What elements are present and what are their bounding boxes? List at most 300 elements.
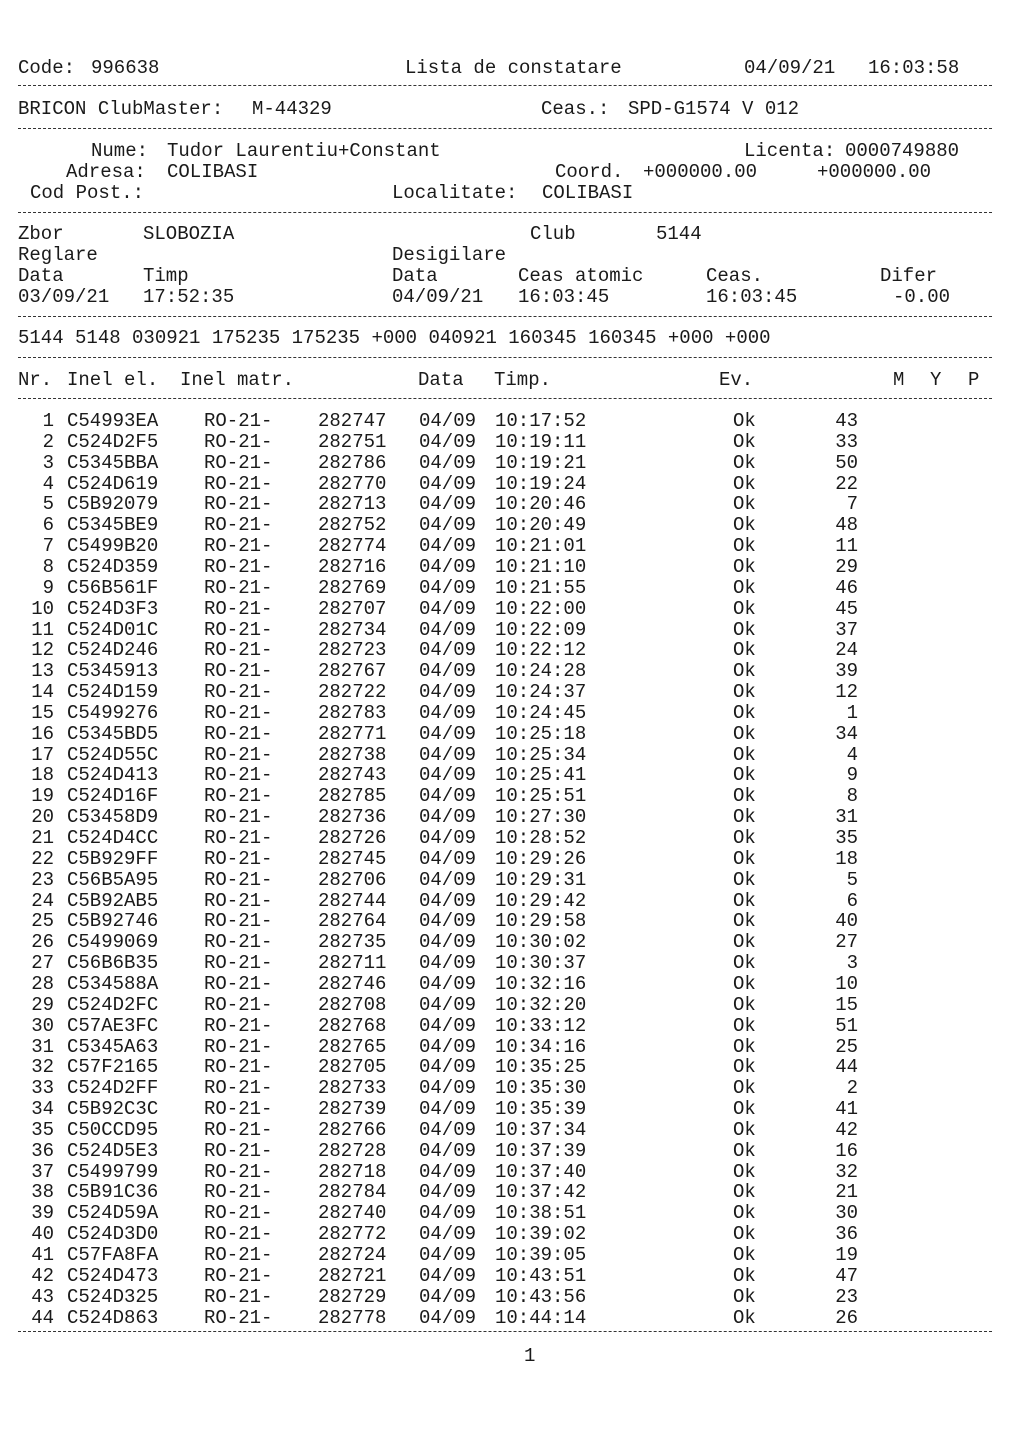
- postal-code-label: Cod Post.:: [30, 182, 145, 204]
- row-number: 27: [31, 952, 54, 975]
- arrival-time: 10:34:16: [495, 1035, 587, 1058]
- position: 42: [835, 1118, 858, 1141]
- code-label: Code:: [18, 57, 76, 79]
- row-number: 16: [31, 722, 54, 745]
- arrival-date: 04/09: [419, 1035, 477, 1058]
- row-number: 36: [31, 1139, 54, 1162]
- table-row: [0, 1161, 1024, 1183]
- arrival-time: 10:21:01: [495, 535, 587, 558]
- electronic-ring: C5499799: [67, 1160, 159, 1183]
- ring-number: 282743: [318, 764, 387, 787]
- table-row: [0, 535, 1024, 557]
- ring-prefix: RO-21-: [204, 535, 273, 558]
- row-number: 20: [31, 806, 54, 829]
- unsealing-label: Desigilare: [392, 244, 507, 266]
- position: 11: [835, 535, 858, 558]
- ring-prefix: RO-21-: [204, 597, 273, 620]
- row-number: 28: [31, 972, 54, 995]
- arrival-time: 10:33:12: [495, 1014, 587, 1037]
- position: 2: [846, 1077, 858, 1100]
- arrival-time: 10:25:41: [495, 764, 587, 787]
- arrival-time: 10:35:39: [495, 1098, 587, 1121]
- row-number: 41: [31, 1244, 54, 1266]
- clock-label: Ceas.:: [541, 98, 610, 120]
- arrival-time: 10:43:51: [495, 1264, 587, 1287]
- arrival-date: 04/09: [419, 1264, 477, 1287]
- separator: [18, 316, 992, 317]
- electronic-ring: C5B92079: [67, 493, 159, 516]
- position: 8: [846, 785, 858, 808]
- ring-prefix: RO-21-: [204, 1202, 273, 1225]
- table-row: [0, 744, 1024, 766]
- ring-number: 282764: [318, 910, 387, 933]
- row-number: 21: [31, 827, 54, 849]
- electronic-ring: C54993EA: [67, 410, 159, 432]
- table-row: [0, 473, 1024, 495]
- ring-number: 282752: [318, 514, 387, 537]
- arrival-date: 04/09: [419, 764, 477, 787]
- event-status: Ok: [733, 1306, 756, 1329]
- position: 27: [835, 931, 858, 954]
- position: 26: [835, 1306, 858, 1329]
- electronic-ring: C524D16F: [67, 785, 159, 808]
- table-row: [0, 1119, 1024, 1141]
- arrival-date: 04/09: [419, 1306, 477, 1329]
- ring-prefix: RO-21-: [204, 889, 273, 912]
- event-status: Ok: [733, 1285, 756, 1308]
- electronic-ring: C5499276: [67, 701, 159, 724]
- ring-number: 282723: [318, 639, 387, 662]
- table-row: [0, 1140, 1024, 1162]
- arrival-date: 04/09: [419, 1139, 477, 1162]
- separator: [18, 398, 992, 399]
- position: 9: [846, 764, 858, 787]
- ring-number: 282774: [318, 535, 387, 558]
- clock-time-label: Ceas.: [706, 265, 764, 287]
- unsealing-date: 04/09/21: [392, 286, 484, 308]
- license-label: Licenta:: [744, 140, 836, 162]
- arrival-time: 10:37:34: [495, 1118, 587, 1141]
- arrival-time: 10:29:58: [495, 910, 587, 933]
- difference-label: Difer: [880, 265, 938, 287]
- arrival-time: 10:22:00: [495, 597, 587, 620]
- arrival-date: 04/09: [419, 576, 477, 599]
- electronic-ring: C5B92746: [67, 910, 159, 933]
- position: 21: [835, 1181, 858, 1204]
- ring-number: 282734: [318, 618, 387, 641]
- arrival-date: 04/09: [419, 889, 477, 912]
- ring-prefix: RO-21-: [204, 1306, 273, 1329]
- position: 1: [846, 701, 858, 724]
- table-row: [0, 1098, 1024, 1120]
- electronic-ring: C5345BBA: [67, 451, 159, 474]
- table-row: [0, 619, 1024, 641]
- ring-number: 282771: [318, 722, 387, 745]
- electronic-ring: C5B91C36: [67, 1181, 159, 1204]
- arrival-time: 10:37:42: [495, 1181, 587, 1204]
- ring-number: 282722: [318, 681, 387, 704]
- arrival-time: 10:17:52: [495, 410, 587, 432]
- arrival-time: 10:24:45: [495, 701, 587, 724]
- table-row: [0, 1202, 1024, 1224]
- print-time: 16:03:58: [868, 57, 960, 79]
- position: 30: [835, 1202, 858, 1225]
- position: 4: [846, 743, 858, 766]
- arrival-time: 10:29:42: [495, 889, 587, 912]
- electronic-ring: C5345BE9: [67, 514, 159, 537]
- table-row: [0, 973, 1024, 995]
- atomic-clock-time: 16:03:45: [518, 286, 610, 308]
- ring-number: 282705: [318, 1056, 387, 1079]
- license-number: 0000749880: [845, 140, 960, 162]
- table-row: [0, 639, 1024, 661]
- row-number: 37: [31, 1160, 54, 1183]
- ring-number: 282711: [318, 952, 387, 975]
- ring-prefix: RO-21-: [204, 1160, 273, 1183]
- electronic-ring: C5345BD5: [67, 722, 159, 745]
- event-status: Ok: [733, 701, 756, 724]
- electronic-ring: C524D59A: [67, 1202, 159, 1225]
- arrival-time: 10:25:34: [495, 743, 587, 766]
- electronic-ring: C524D359: [67, 555, 159, 578]
- event-status: Ok: [733, 555, 756, 578]
- ring-prefix: RO-21-: [204, 743, 273, 766]
- ring-number: 282707: [318, 597, 387, 620]
- event-status: Ok: [733, 910, 756, 933]
- event-status: Ok: [733, 410, 756, 432]
- row-number: 8: [42, 555, 54, 578]
- arrival-time: 10:38:51: [495, 1202, 587, 1225]
- arrival-time: 10:20:46: [495, 493, 587, 516]
- address-label: Adresa:: [66, 161, 146, 183]
- electronic-ring: C5499B20: [67, 535, 159, 558]
- position: 33: [835, 430, 858, 453]
- flight-label: Zbor: [18, 223, 64, 245]
- event-status: Ok: [733, 1264, 756, 1287]
- position: 40: [835, 910, 858, 933]
- event-status: Ok: [733, 576, 756, 599]
- row-number: 34: [31, 1098, 54, 1121]
- event-status: Ok: [733, 1139, 756, 1162]
- arrival-time: 10:35:30: [495, 1077, 587, 1100]
- electronic-ring: C524D3D0: [67, 1223, 159, 1246]
- position: 31: [835, 806, 858, 829]
- electronic-ring: C524D246: [67, 639, 159, 662]
- position: 19: [835, 1244, 858, 1266]
- electronic-ring: C524D473: [67, 1264, 159, 1287]
- device-label: BRICON ClubMaster:: [18, 98, 224, 120]
- event-status: Ok: [733, 1160, 756, 1183]
- row-number: 1: [42, 410, 54, 432]
- table-row: [0, 723, 1024, 745]
- event-status: Ok: [733, 1035, 756, 1058]
- arrival-time: 10:35:25: [495, 1056, 587, 1079]
- electronic-ring: C524D4CC: [67, 827, 159, 849]
- ring-prefix: RO-21-: [204, 993, 273, 1016]
- device-id: M-44329: [252, 98, 332, 120]
- position: 34: [835, 722, 858, 745]
- ring-number: 282739: [318, 1098, 387, 1121]
- row-number: 32: [31, 1056, 54, 1079]
- electronic-ring: C56B5A95: [67, 868, 159, 891]
- position: 18: [835, 847, 858, 870]
- position: 32: [835, 1160, 858, 1183]
- setting-time-label: Timp: [143, 265, 189, 287]
- event-status: Ok: [733, 1014, 756, 1037]
- electronic-ring: C56B561F: [67, 576, 159, 599]
- document-title: Lista de constatare: [405, 57, 622, 79]
- event-status: Ok: [733, 681, 756, 704]
- ring-number: 282706: [318, 868, 387, 891]
- arrival-date: 04/09: [419, 1223, 477, 1246]
- arrival-date: 04/09: [419, 972, 477, 995]
- ring-number: 282740: [318, 1202, 387, 1225]
- arrival-time: 10:37:40: [495, 1160, 587, 1183]
- table-row: [0, 1036, 1024, 1058]
- ring-number: 282738: [318, 743, 387, 766]
- row-number: 42: [31, 1264, 54, 1287]
- event-status: Ok: [733, 1244, 756, 1266]
- row-number: 39: [31, 1202, 54, 1225]
- electronic-ring: C50CCD95: [67, 1118, 159, 1141]
- ring-number: 282735: [318, 931, 387, 954]
- row-number: 10: [31, 597, 54, 620]
- position: 35: [835, 827, 858, 849]
- arrival-date: 04/09: [419, 952, 477, 975]
- ring-prefix: RO-21-: [204, 639, 273, 662]
- position: 44: [835, 1056, 858, 1079]
- ring-number: 282713: [318, 493, 387, 516]
- electronic-ring: C524D01C: [67, 618, 159, 641]
- electronic-ring: C57AE3FC: [67, 1014, 159, 1037]
- arrival-date: 04/09: [419, 660, 477, 683]
- arrival-date: 04/09: [419, 827, 477, 849]
- position: 10: [835, 972, 858, 995]
- ring-prefix: RO-21-: [204, 618, 273, 641]
- event-status: Ok: [733, 1118, 756, 1141]
- ring-prefix: RO-21-: [204, 1264, 273, 1287]
- position: 25: [835, 1035, 858, 1058]
- ring-prefix: RO-21-: [204, 1056, 273, 1079]
- electronic-ring: C5345A63: [67, 1035, 159, 1058]
- ring-number: 282745: [318, 847, 387, 870]
- table-row: [0, 1223, 1024, 1245]
- arrival-time: 10:29:31: [495, 868, 587, 891]
- arrival-time: 10:22:09: [495, 618, 587, 641]
- ring-prefix: RO-21-: [204, 827, 273, 849]
- table-row: [0, 1265, 1024, 1287]
- event-status: Ok: [733, 931, 756, 954]
- event-status: Ok: [733, 493, 756, 516]
- position: 45: [835, 597, 858, 620]
- event-status: Ok: [733, 868, 756, 891]
- row-number: 23: [31, 868, 54, 891]
- row-number: 31: [31, 1035, 54, 1058]
- row-number: 3: [42, 451, 54, 474]
- table-row: [0, 452, 1024, 474]
- position: 50: [835, 451, 858, 474]
- ring-prefix: RO-21-: [204, 764, 273, 787]
- ring-prefix: RO-21-: [204, 785, 273, 808]
- separator: [18, 128, 992, 129]
- ring-prefix: RO-21-: [204, 1285, 273, 1308]
- clock-id: SPD-G1574 V 012: [628, 98, 800, 120]
- ring-number: 282708: [318, 993, 387, 1016]
- arrival-time: 10:44:14: [495, 1306, 587, 1329]
- event-status: Ok: [733, 1077, 756, 1100]
- arrival-date: 04/09: [419, 1285, 477, 1308]
- table-row: [0, 681, 1024, 703]
- name-label: Nume:: [91, 140, 149, 162]
- arrival-time: 10:30:02: [495, 931, 587, 954]
- table-row: [0, 785, 1024, 807]
- position: 37: [835, 618, 858, 641]
- ring-number: 282767: [318, 660, 387, 683]
- arrival-time: 10:19:21: [495, 451, 587, 474]
- ring-prefix: RO-21-: [204, 847, 273, 870]
- position: 46: [835, 576, 858, 599]
- atomic-clock-label: Ceas atomic: [518, 265, 644, 287]
- table-row: [0, 952, 1024, 974]
- event-status: Ok: [733, 1056, 756, 1079]
- arrival-date: 04/09: [419, 514, 477, 537]
- arrival-date: 04/09: [419, 1160, 477, 1183]
- arrival-date: 04/09: [419, 993, 477, 1016]
- electronic-ring: C524D863: [67, 1306, 159, 1329]
- separator: [18, 85, 992, 86]
- table-row: [0, 910, 1024, 932]
- event-status: Ok: [733, 993, 756, 1016]
- ring-prefix: RO-21-: [204, 430, 273, 453]
- table-row: [0, 1181, 1024, 1203]
- ring-prefix: RO-21-: [204, 1244, 273, 1266]
- ring-number: 282729: [318, 1285, 387, 1308]
- ring-prefix: RO-21-: [204, 1118, 273, 1141]
- electronic-ring: C53458D9: [67, 806, 159, 829]
- ring-number: 282728: [318, 1139, 387, 1162]
- arrival-time: 10:19:11: [495, 430, 587, 453]
- coord-x: +000000.00: [643, 161, 758, 183]
- row-number: 30: [31, 1014, 54, 1037]
- arrival-time: 10:27:30: [495, 806, 587, 829]
- separator: [18, 1331, 992, 1332]
- position: 29: [835, 555, 858, 578]
- electronic-ring: C524D2FC: [67, 993, 159, 1016]
- owner-name: Tudor Laurentiu+Constant: [167, 140, 441, 162]
- ring-number: 282726: [318, 827, 387, 849]
- separator: [18, 212, 992, 213]
- row-number: 22: [31, 847, 54, 870]
- electronic-ring: C57FA8FA: [67, 1244, 159, 1266]
- ring-number: 282778: [318, 1306, 387, 1329]
- row-number: 38: [31, 1181, 54, 1204]
- ring-prefix: RO-21-: [204, 1181, 273, 1204]
- row-number: 14: [31, 681, 54, 704]
- row-number: 9: [42, 576, 54, 599]
- ring-number: 282747: [318, 410, 387, 432]
- position: 24: [835, 639, 858, 662]
- event-status: Ok: [733, 889, 756, 912]
- arrival-date: 04/09: [419, 451, 477, 474]
- table-row: [0, 556, 1024, 578]
- flight-name: SLOBOZIA: [143, 223, 235, 245]
- arrival-time: 10:21:10: [495, 555, 587, 578]
- arrival-time: 10:37:39: [495, 1139, 587, 1162]
- row-number: 25: [31, 910, 54, 933]
- separator: [18, 357, 992, 358]
- position: 22: [835, 472, 858, 495]
- unsealing-date-label: Data: [392, 265, 438, 287]
- event-status: Ok: [733, 451, 756, 474]
- electronic-ring: C524D159: [67, 681, 159, 704]
- row-number: 15: [31, 701, 54, 724]
- event-status: Ok: [733, 785, 756, 808]
- row-number: 18: [31, 764, 54, 787]
- clock-difference: -0.00: [893, 286, 951, 308]
- ring-prefix: RO-21-: [204, 868, 273, 891]
- event-status: Ok: [733, 764, 756, 787]
- table-row: [0, 827, 1024, 849]
- ring-number: 282783: [318, 701, 387, 724]
- ring-prefix: RO-21-: [204, 493, 273, 516]
- electronic-ring: C524D2F5: [67, 430, 159, 453]
- electronic-ring: C56B6B35: [67, 952, 159, 975]
- event-status: Ok: [733, 660, 756, 683]
- arrival-time: 10:21:55: [495, 576, 587, 599]
- ring-number: 282786: [318, 451, 387, 474]
- arrival-date: 04/09: [419, 1244, 477, 1266]
- ring-prefix: RO-21-: [204, 1139, 273, 1162]
- position: 48: [835, 514, 858, 537]
- arrival-time: 10:39:05: [495, 1244, 587, 1266]
- coord-label: Coord.: [555, 161, 624, 183]
- ring-number: 282716: [318, 555, 387, 578]
- row-number: 12: [31, 639, 54, 662]
- electronic-ring: C524D3F3: [67, 597, 159, 620]
- ring-number: 282736: [318, 806, 387, 829]
- ring-number: 282769: [318, 576, 387, 599]
- arrival-time: 10:29:26: [495, 847, 587, 870]
- arrival-date: 04/09: [419, 597, 477, 620]
- event-status: Ok: [733, 806, 756, 829]
- event-status: Ok: [733, 597, 756, 620]
- position: 15: [835, 993, 858, 1016]
- arrival-date: 04/09: [419, 1118, 477, 1141]
- col-y: Y: [930, 369, 942, 391]
- row-number: 11: [31, 618, 54, 641]
- arrival-date: 04/09: [419, 618, 477, 641]
- electronic-ring: C524D413: [67, 764, 159, 787]
- table-row: [0, 994, 1024, 1016]
- col-nr: Nr.: [18, 369, 53, 391]
- ring-number: 282766: [318, 1118, 387, 1141]
- setting-label: Reglare: [18, 244, 98, 266]
- position: 6: [846, 889, 858, 912]
- position: 5: [846, 868, 858, 891]
- event-status: Ok: [733, 1181, 756, 1204]
- ring-prefix: RO-21-: [204, 1098, 273, 1121]
- position: 39: [835, 660, 858, 683]
- ring-prefix: RO-21-: [204, 722, 273, 745]
- locality-label: Localitate:: [392, 182, 518, 204]
- ring-number: 282721: [318, 1264, 387, 1287]
- table-row: [0, 931, 1024, 953]
- ring-prefix: RO-21-: [204, 806, 273, 829]
- event-status: Ok: [733, 972, 756, 995]
- clock-time: 16:03:45: [706, 286, 798, 308]
- ring-number: 282744: [318, 889, 387, 912]
- ring-number: 282718: [318, 1160, 387, 1183]
